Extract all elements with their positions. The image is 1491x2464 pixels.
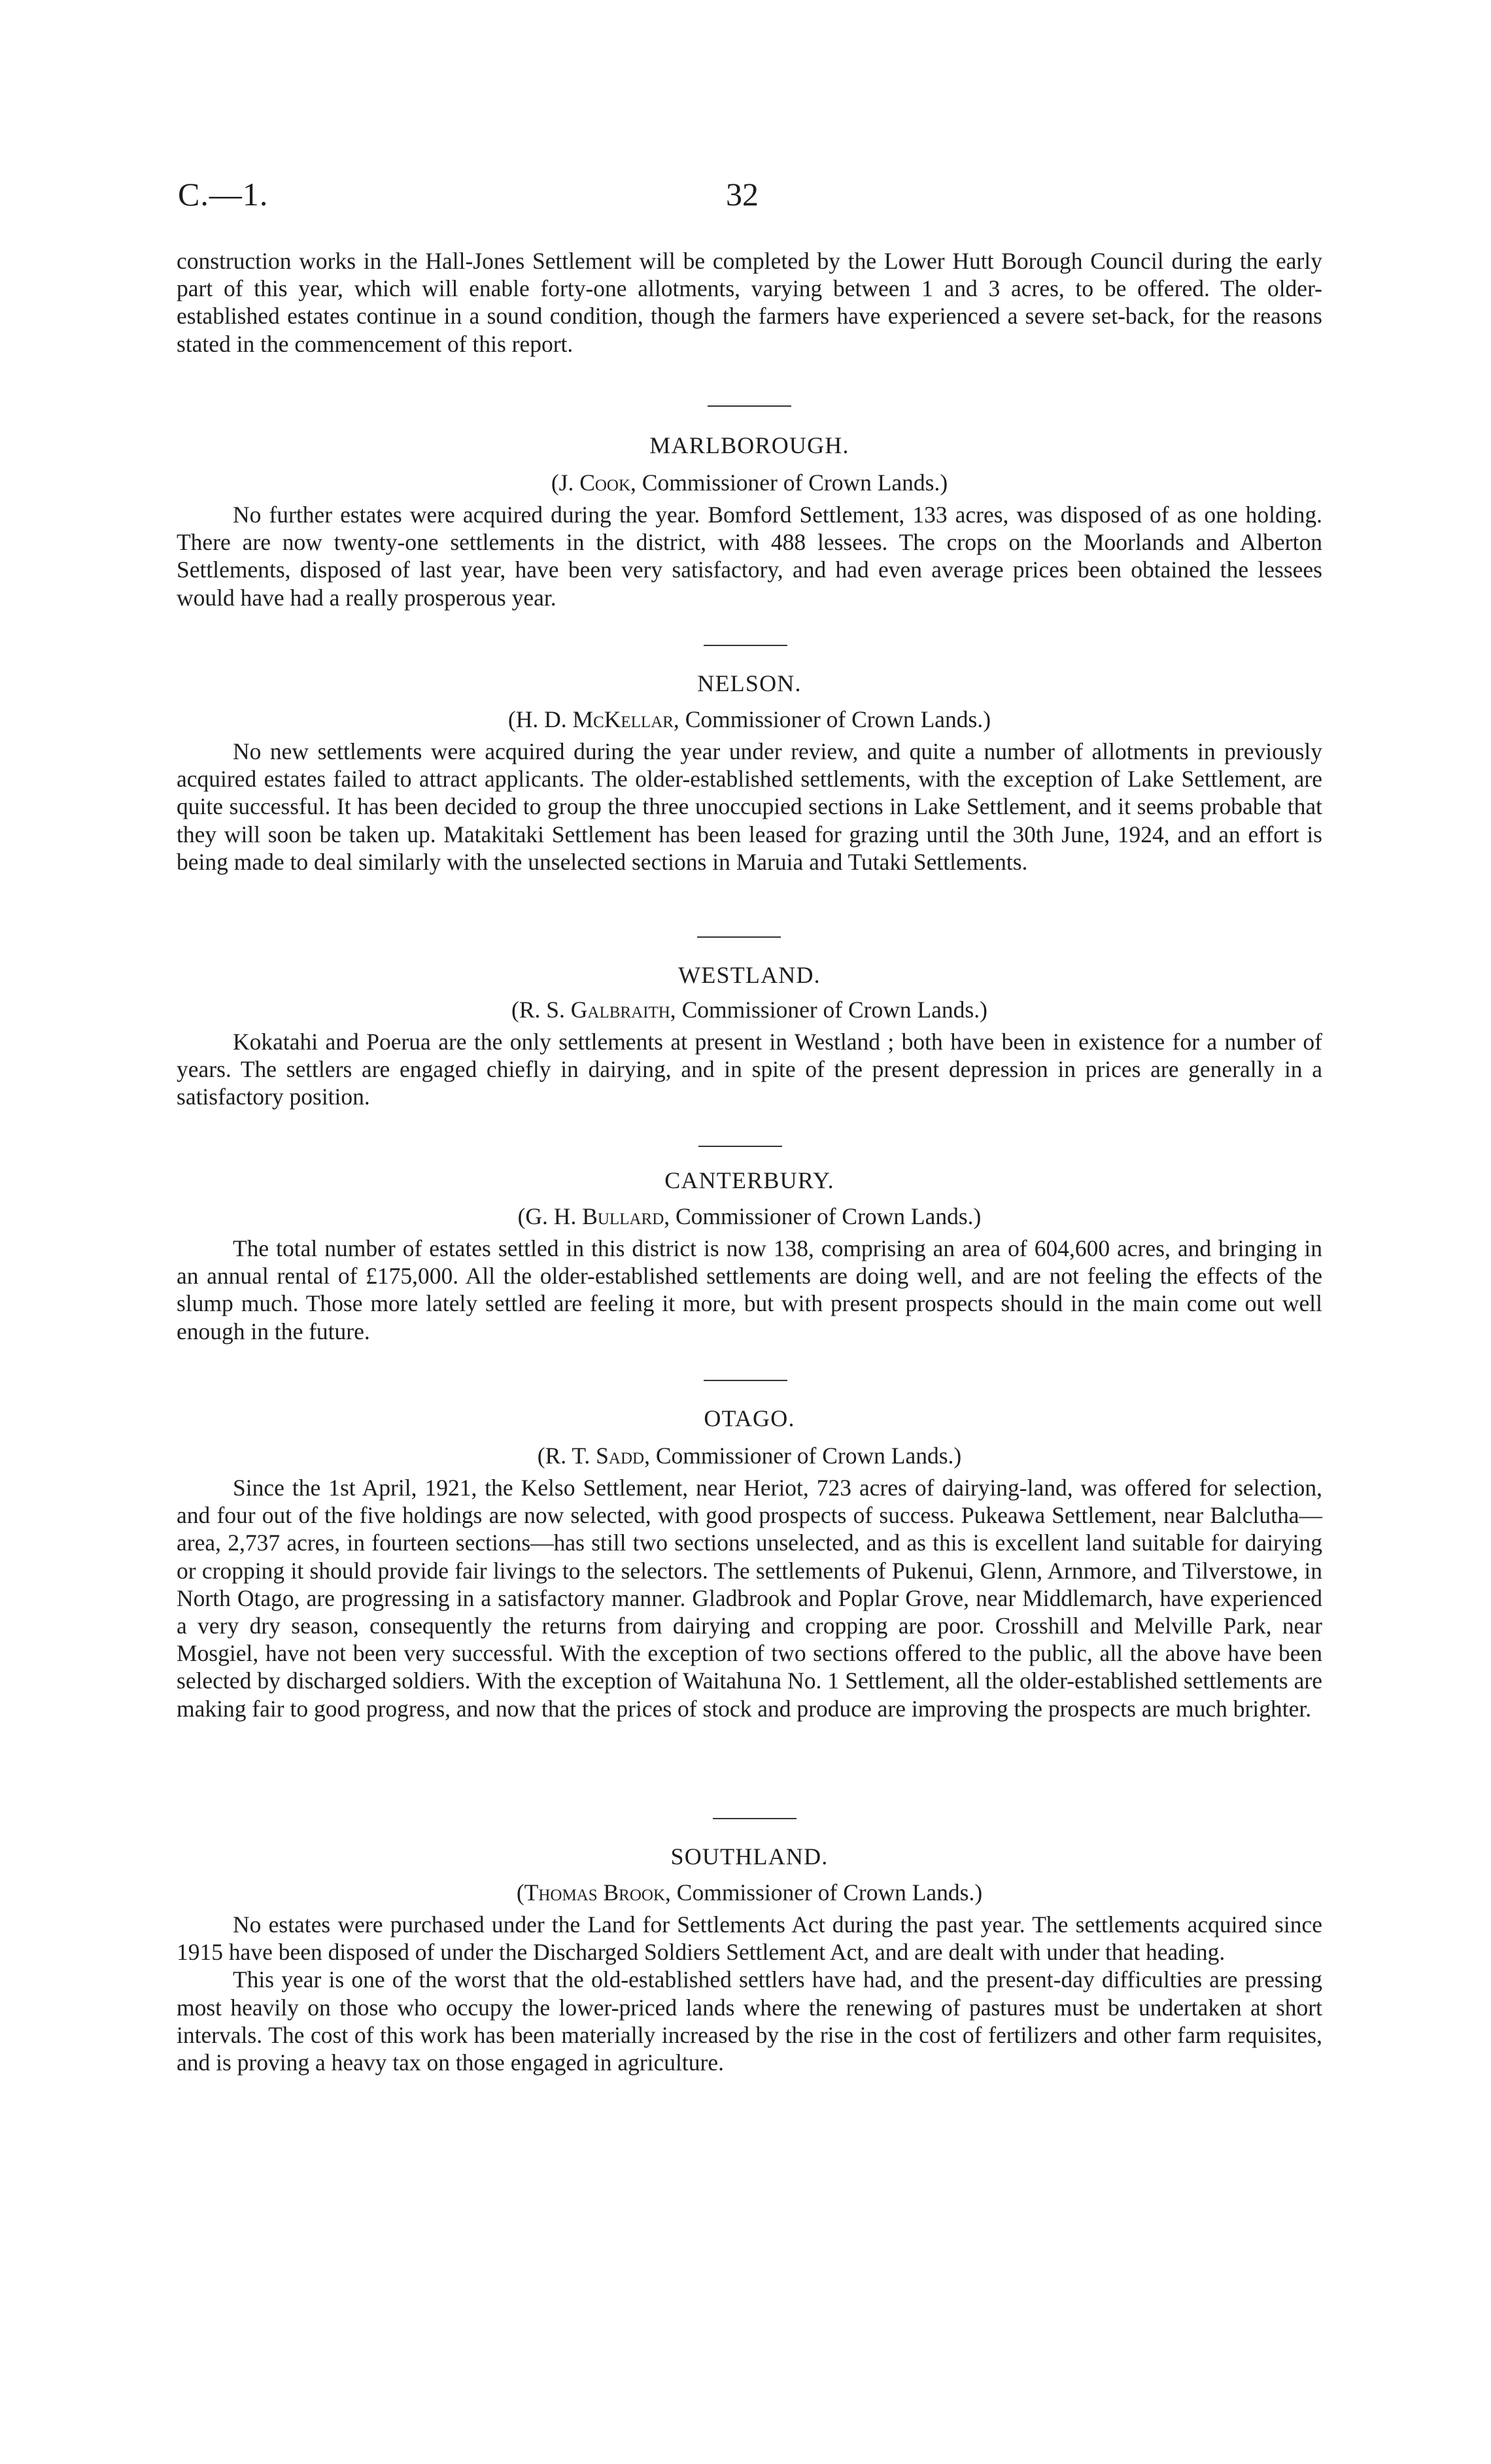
section-divider (708, 405, 791, 407)
commissioner-title: Commissioner of Crown Lands.) (642, 470, 948, 496)
commissioner-name: (J. Cook, (551, 470, 636, 496)
commissioner-line (177, 1878, 1322, 1907)
section-divider (704, 1380, 787, 1381)
commissioner-title: Commissioner of Crown Lands.) (676, 1879, 983, 1906)
section-paragraph: No estates were purchased under the Land for Settlements Act during the past year. The settlements acquired since 1915 have been disposed of under the Discharged Soldiers Settlement Act, and are dealt with under that heading. (177, 1911, 1322, 1966)
section-heading: SOUTHLAND. (670, 1843, 829, 1870)
commissioner-name: (H. D. McKellar, (507, 706, 679, 732)
section-heading: NELSON. (697, 670, 802, 696)
section-paragraph: Kokatahi and Poerua are the only settlements at present in Westland ; both have been in existence for a number of years. The settlers are engaged chiefly in dairying, and in spite of the present depression in prices are generally in a satisfactory position. (177, 1029, 1322, 1110)
section-paragraph: No new settlements were acquired during the year under review, and quite a number of allotments in previously acquired estates failed to attract applicants. The older-established settlements, with the exception of Lake Settlement, are quite successful. It has been decided to group the three unoccupied sections in Lake Settlement, and it seems probable that they will soon be taken up. Matakitaki Settlement has been leased for grazing until the 30th June, 1924, and an effort is being made to deal similarly with the unselected sections in Maruia and Tutaki Settlements. (177, 738, 1322, 875)
section-heading: CANTERBURY. (664, 1167, 834, 1193)
section-paragraph: The total number of estates settled in this district is now 138, comprising an area of 604,600 acres, and bringing in an annual rental of £175,000. All the older-established settlements are doing well, and are not feeling the effects of the slump much. Those more lately settled are feeling it more, but with present prospects should in the main come out well enough in the future. (177, 1235, 1322, 1344)
intro-continuation (177, 247, 1322, 358)
commissioner-line (177, 1202, 1322, 1231)
section-divider (698, 1146, 782, 1147)
commissioner-name: (R. S. Galbraith, (511, 997, 676, 1023)
section-divider (704, 645, 787, 646)
section-heading: OTAGO. (704, 1405, 795, 1431)
section-nelson (177, 670, 1322, 876)
commissioner-name: (G. H. Bullard, (517, 1203, 670, 1229)
commissioner-title: Commissioner of Crown Lands.) (685, 706, 991, 732)
commissioner-title: Commissioner of Crown Lands.) (676, 1203, 982, 1229)
commissioner-title: Commissioner of Crown Lands.) (681, 997, 987, 1023)
commissioner-name: (Thomas Brook, (516, 1879, 671, 1906)
document-reference: C.—1. (178, 176, 269, 213)
commissioner-name: (R. T. Sadd, (537, 1443, 650, 1469)
page-number: 32 (726, 176, 759, 213)
intro-paragraph: construction works in the Hall-Jones Settlement will be completed by the Lower Hutt Borough Council during the early part of this year, which will enable forty-one allotments, varying between 1 and 3 acres, to be offered. The older-established estates continue in a sound condition, though the farmers have experienced a severe set-back, for the reasons stated in the commencement of this report. (177, 248, 1322, 357)
section-divider (697, 936, 781, 938)
section-canterbury (177, 1167, 1322, 1345)
section-paragraph: No further estates were acquired during the year. Bomford Settlement, 133 acres, was disposed of as one holding. There are now twenty-one settlements in the district, with 488 lessees. The crops on the Moorlands and Alberton Settlements, disposed of last year, have been very satisfactory, and had even average prices been obtained the lessees would have had a really prosperous year. (177, 502, 1322, 611)
section-otago (177, 1405, 1322, 1722)
section-southland (177, 1843, 1322, 2076)
section-paragraph: Since the 1st April, 1921, the Kelso Settlement, near Heriot, 723 acres of dairying-land, was offered for selection, and four out of the five holdings are now selected, with good prospects of success. Pukeawa Settlement, near Balclutha—area, 2,737 acres, in fourteen sections—has still two sections unselected, and as this is excellent land suitable for dairying or cropping it should provide fair livings to the selectors. The settlements of Pukenui, Glenn, Arnmore, and Tilverstowe, in North Otago, are progressing in a satisfactory manner. Gladbrook and Poplar Grove, near Middlemarch, have experienced a very dry season, consequently the returns from dairying and cropping are poor. Crosshill and Melville Park, near Mosgiel, have not been very successful. With the exception of two sections offered to the public, all the above have been selected by discharged soldiers. With the exception of Waitahuna No. 1 Settlement, all the older-established settlements are making fair to good progress, and now that the prices of stock and produce are improving the prospects are much brighter. (177, 1475, 1322, 1722)
section-paragraph: This year is one of the worst that the old-established settlers have had, and the present-day difficulties are pressing most heavily on those who occupy the lower-priced lands where the renewing of pastures must be undertaken at short intervals. The cost of this work has been materially increased by the rise in the cost of fertilizers and other farm requisites, and is proving a heavy tax on those engaged in agriculture. (177, 1966, 1322, 2076)
commissioner-line (177, 705, 1322, 734)
section-westland (177, 961, 1322, 1111)
commissioner-line (177, 995, 1322, 1024)
section-heading: MARLBOROUGH. (649, 432, 849, 458)
section-marlborough (177, 432, 1322, 611)
commissioner-line (177, 468, 1322, 497)
commissioner-line (177, 1441, 1322, 1470)
section-heading: WESTLAND. (678, 962, 821, 988)
section-divider (713, 1818, 797, 1819)
commissioner-title: Commissioner of Crown Lands.) (655, 1443, 962, 1469)
